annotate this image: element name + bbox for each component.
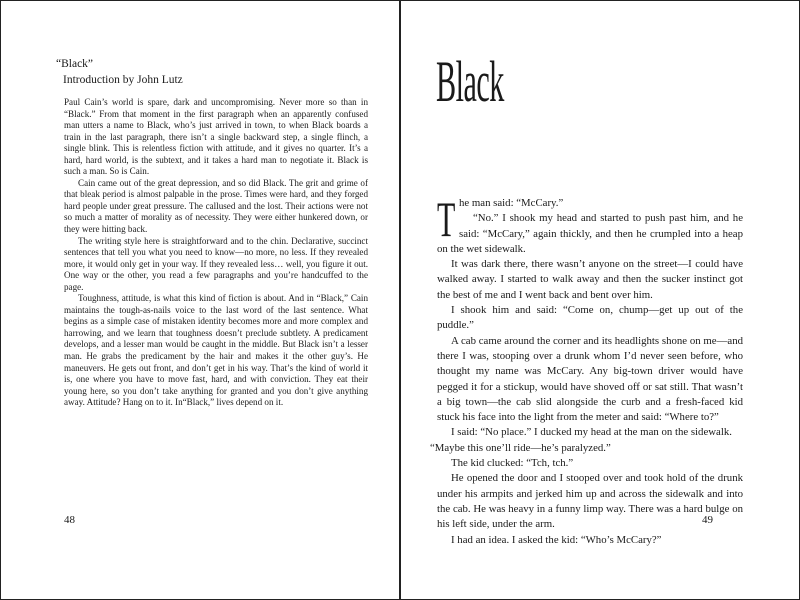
story-paragraph: A cab came around the corner and its headlights shone on me—and there I was, stooping over a drunk whom I’d never seen before, who thought my name was McCary. Any big-town driver would have pegged it for a stickup, would have shoved off or sat still. That wasn’t a big town—the cab slid alongside the curb and a fresh-faced kid stuck his face into the light from the meter and said: “Where to?” bbox=[437, 334, 743, 424]
intro-story-title: “Black” bbox=[56, 58, 94, 70]
page-gutter bbox=[399, 0, 401, 600]
intro-header bbox=[56, 56, 183, 88]
intro-paragraph: The writing style here is straightforward and to the chin. Declarative, succinct sentences that tell you what you need to know—no more, no less. If they revealed more, it would only get in your way. If they revealed less… well, you figure it out. One way or the other, you read a few paragraphs and you’re handcuffed to the page. bbox=[64, 235, 368, 292]
story-paragraph: I said: “No place.” I ducked my head at the man on the sidewalk. bbox=[451, 426, 732, 439]
first-paragraph-text: he man said: “McCary.” bbox=[459, 197, 564, 209]
story-paragraph-flush: “Maybe this one’ll ride—he’s paralyzed.” bbox=[430, 441, 611, 454]
intro-byline: Introduction by John Lutz bbox=[63, 74, 183, 86]
story-paragraph: The kid clucked: “Tch, tch.” bbox=[451, 457, 574, 470]
intro-text bbox=[64, 97, 368, 409]
page-number-left: 48 bbox=[64, 514, 75, 526]
story-text bbox=[430, 191, 743, 548]
story-title: Black bbox=[436, 49, 504, 114]
drop-cap: T bbox=[437, 191, 456, 247]
story-paragraph: It was dark there, there wasn’t anyone on the street—I could have walked away. I started to walk away and then the sucker instinct got the best of me and I went back and bent over him. bbox=[437, 258, 743, 301]
story-paragraph: I shook him and said: “Come on, chump—get up out of the puddle.” bbox=[437, 304, 743, 332]
intro-paragraph: Cain came out of the great depression, and so did Black. The grit and grime of that bleak period is almost palpable in the prose. Times were hard, and they forged hard people under great pressure. The callused and the lost. Their actions were not so much a matter of morality as of necessity. They were either hunkered down, or they were hitting back. bbox=[64, 177, 368, 235]
story-paragraph: I had an idea. I asked the kid: “Who’s McCary?” bbox=[451, 533, 662, 546]
story-paragraph: He opened the door and I stooped over and took hold of the drunk under his armpits and jerked him up and across the sidewalk and into the cab. He was heavy in a funny limp way. There was a hard bulge on his left side, under the arm. bbox=[437, 472, 743, 531]
intro-paragraph: Paul Cain’s world is spare, dark and uncompromising. Never more so than in “Black.” From that moment in the first paragraph when an apparently confused man utters a name to Black, who’s just arrived in town, to when Black boards a train in the last paragraph, there isn’t a single backward step, a single flinch, a single blink. This is relentless fiction with attitude, and it gives no quarter. It’s a hard, hard world, is the subtext, and it takes a hard man to negotiate it. Black is such a man. So is Cain. bbox=[64, 97, 368, 177]
page-number-right: 49 bbox=[702, 514, 713, 526]
intro-paragraph: Toughness, attitude, is what this kind of fiction is about. And in “Black,” Cain maintains the tough-as-nails voice to the last word of the last sentence. What begins as a simple case of mistaken identity becomes more and more complex and harrowing, and we learn that toughness doesn’t preclude subtlety. A predicament develops, and a lesser man would be caught in the middle. But Black isn’t a lesser man. He grabs the predicament by the hair and makes it the other guy’s. He maneuvers. He gets out front, and don’t get in his way. That’s the kind of world it is, one where you have to move fast, hard, and with conviction. They eat their young here, so you don’t take anything for granted and you don’t give anything away. Attitude? Hang on to it. In“Black,” lives depend on it. bbox=[64, 293, 368, 408]
story-paragraph: “No.” I shook my head and started to push past him, and he said: “McCary,” again thickly, and then he crumpled into a heap on the wet sidewalk. bbox=[437, 212, 743, 255]
